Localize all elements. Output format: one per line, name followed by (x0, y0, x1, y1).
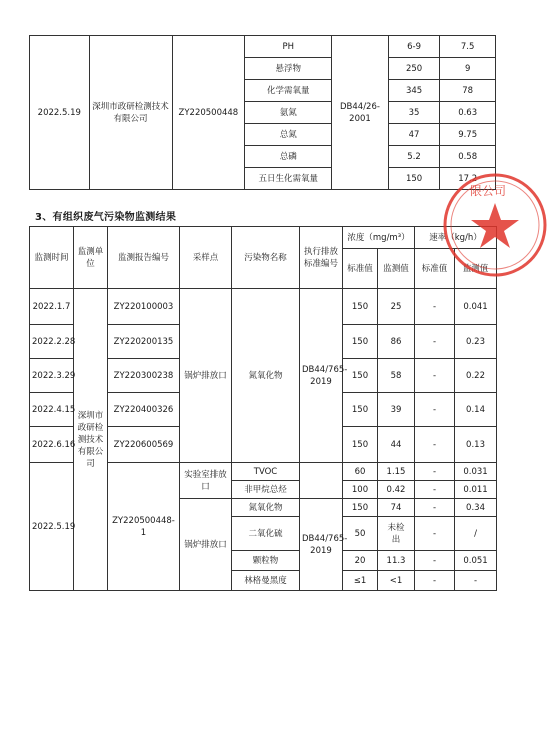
row-rate-limit: - (415, 517, 455, 551)
t1-limit: 345 (388, 80, 440, 102)
t1-value: 0.58 (440, 146, 496, 168)
row-report: ZY220100003 (108, 289, 180, 325)
t1-item: PH (245, 36, 332, 58)
t1-item: 悬浮物 (245, 58, 332, 80)
row-value: 44 (378, 427, 415, 463)
row-value: 0.42 (378, 481, 415, 499)
row-rate-limit: - (415, 571, 455, 591)
seal-text: 限公司 (470, 184, 507, 198)
header-report: 监测报告编号 (108, 227, 180, 289)
section-title: 3、有组织废气污染物监测结果 (35, 212, 177, 223)
t1-limit: 250 (388, 58, 440, 80)
t1-value: 78 (440, 80, 496, 102)
row-pollutant: 颗粒物 (232, 551, 300, 571)
row-report: ZY220300238 (108, 359, 180, 393)
row-rate-value: 0.23 (455, 325, 497, 359)
row-date: 2022.2.28 (30, 325, 74, 359)
row-rate-value: - (455, 571, 497, 591)
row-limit: 150 (343, 289, 378, 325)
row-date: 2022.4.15 (30, 393, 74, 427)
t1-limit: 150 (388, 168, 440, 190)
row-limit: 50 (343, 517, 378, 551)
row-rate-limit: - (415, 289, 455, 325)
t1-limit: 6-9 (388, 36, 440, 58)
t1-value: 17.2 (440, 168, 496, 190)
row-rate-limit: - (415, 481, 455, 499)
row-rate-value: 0.041 (455, 289, 497, 325)
row-pollutant: TVOC (232, 463, 300, 481)
t1-item: 化学需氧量 (245, 80, 332, 102)
t1-value: 9 (440, 58, 496, 80)
t1-item: 五日生化需氧量 (245, 168, 332, 190)
row-rate-value: 0.13 (455, 427, 497, 463)
row-pollutant: 二氧化硫 (232, 517, 300, 551)
row-value: 58 (378, 359, 415, 393)
row-limit: 150 (343, 325, 378, 359)
row-rate-value: 0.14 (455, 393, 497, 427)
row-standard: DB44/765-2019 (300, 289, 343, 463)
t1-limit: 5.2 (388, 146, 440, 168)
t1-date: 2022.5.19 (30, 36, 90, 190)
row-report: ZY220200135 (108, 325, 180, 359)
row-date: 2022.3.29 (30, 359, 74, 393)
row-limit: 60 (343, 463, 378, 481)
row-rate-limit: - (415, 427, 455, 463)
waste-gas-results-table (29, 226, 497, 591)
row-limit: 20 (343, 551, 378, 571)
header-point: 采样点 (180, 227, 232, 289)
row-limit: 150 (343, 499, 378, 517)
row-value: 1.15 (378, 463, 415, 481)
t1-report-no: ZY220500448 (172, 36, 245, 190)
t1-value: 9.75 (440, 124, 496, 146)
t1-unit: 深圳市政研检测技术有限公司 (89, 36, 172, 190)
row-limit: 150 (343, 359, 378, 393)
row-rate-limit: - (415, 499, 455, 517)
row-rate-value: / (455, 517, 497, 551)
header-rate-value: 监测值 (455, 249, 497, 289)
row-pollutant: 非甲烷总烃 (232, 481, 300, 499)
header-conc-limit: 标准值 (343, 249, 378, 289)
row-value: 11.3 (378, 551, 415, 571)
header-rate: 速率（kg/h） (415, 227, 497, 249)
header-conc-value: 监测值 (378, 249, 415, 289)
lab-standard-blank (300, 463, 343, 499)
t1-item: 总磷 (245, 146, 332, 168)
t1-limit: 47 (388, 124, 440, 146)
row-value: 39 (378, 393, 415, 427)
row-value: 86 (378, 325, 415, 359)
row-limit: 150 (343, 393, 378, 427)
t1-value: 7.5 (440, 36, 496, 58)
row-rate-value: 0.031 (455, 463, 497, 481)
row-pollutant: 林格曼黑度 (232, 571, 300, 591)
row-point: 锅炉排放口 (180, 289, 232, 463)
row-limit: 150 (343, 427, 378, 463)
row-value: 25 (378, 289, 415, 325)
lab-point: 实验室排放口 (180, 463, 232, 499)
header-standard: 执行排放标准编号 (300, 227, 343, 289)
header-rate-limit: 标准值 (415, 249, 455, 289)
row-pollutant: 氮氧化物 (232, 289, 300, 463)
row-rate-limit: - (415, 551, 455, 571)
row-value: <1 (378, 571, 415, 591)
t1-standard: DB44/26-2001 (332, 36, 389, 190)
row-rate-value: 0.051 (455, 551, 497, 571)
header-concentration: 浓度（mg/m³） (343, 227, 415, 249)
row-rate-value: 0.34 (455, 499, 497, 517)
row-rate-limit: - (415, 393, 455, 427)
row-rate-limit: - (415, 359, 455, 393)
wastewater-results-table (29, 35, 496, 190)
row-pollutant: 氮氧化物 (232, 499, 300, 517)
row-unit: 深圳市政研检测技术有限公司 (74, 289, 108, 591)
row-rate-limit: - (415, 463, 455, 481)
company-seal-icon (440, 170, 550, 280)
row-standard: DB44/765-2019 (300, 499, 343, 591)
may-date: 2022.5.19 (30, 463, 74, 591)
header-date: 监测时间 (30, 227, 74, 289)
row-limit: 100 (343, 481, 378, 499)
row-date: 2022.6.16 (30, 427, 74, 463)
row-limit: ≤1 (343, 571, 378, 591)
row-value: 未检出 (378, 517, 415, 551)
t1-value: 0.63 (440, 102, 496, 124)
row-value: 74 (378, 499, 415, 517)
row-rate-value: 0.011 (455, 481, 497, 499)
t1-item: 氨氮 (245, 102, 332, 124)
row-rate-limit: - (415, 325, 455, 359)
header-unit: 监测单位 (74, 227, 108, 289)
may-report: ZY220500448-1 (108, 463, 180, 591)
t1-item: 总氮 (245, 124, 332, 146)
header-pollutant: 污染物名称 (232, 227, 300, 289)
row-rate-value: 0.22 (455, 359, 497, 393)
boiler-point: 锅炉排放口 (180, 499, 232, 591)
t1-limit: 35 (388, 102, 440, 124)
row-report: ZY220600569 (108, 427, 180, 463)
row-report: ZY220400326 (108, 393, 180, 427)
row-date: 2022.1.7 (30, 289, 74, 325)
